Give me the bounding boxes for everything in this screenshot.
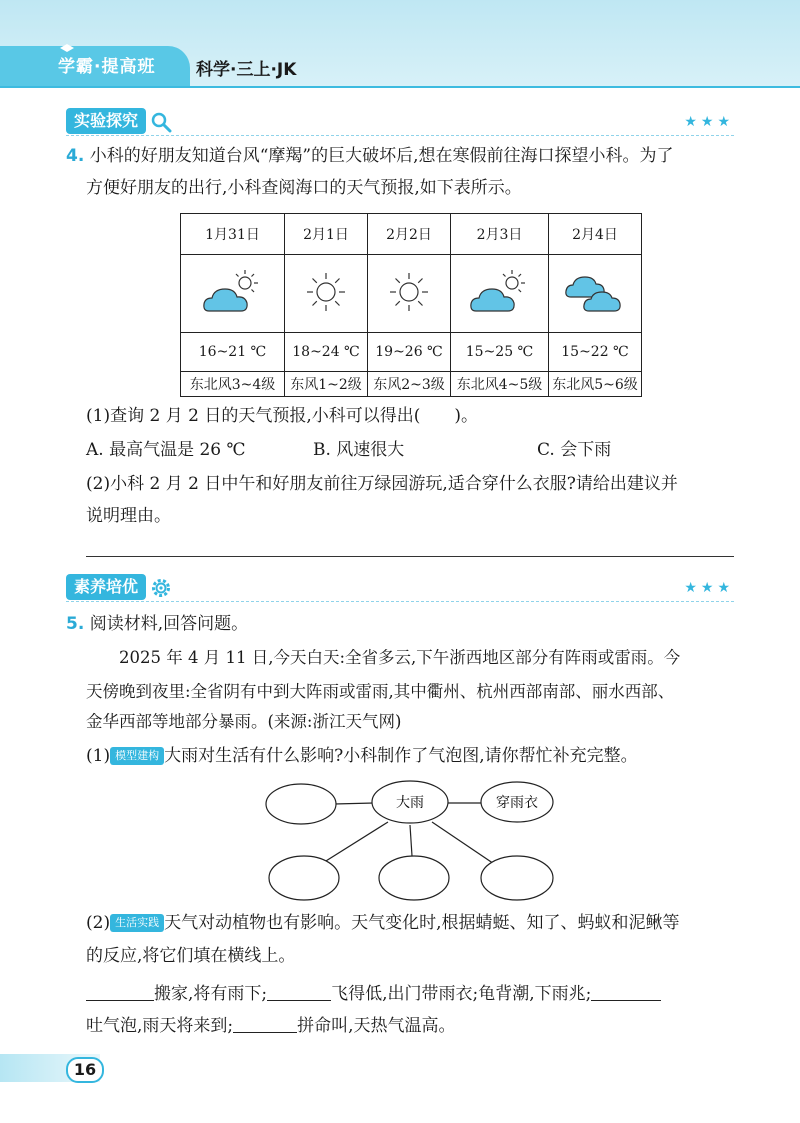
fill-blank[interactable] bbox=[591, 984, 661, 1001]
partly-cloudy-icon bbox=[468, 267, 532, 317]
sub-text: 天气对动植物也有影响。天气变化时,根据蜻蜓、知了、蚂蚁和泥鳅等 bbox=[164, 913, 680, 933]
icon-cell bbox=[285, 255, 368, 333]
fill-text: 吐气泡,雨天将来到; bbox=[86, 1016, 234, 1036]
section-title: 实验探究 bbox=[66, 108, 146, 134]
date-cell: 2月4日 bbox=[549, 214, 642, 255]
answer-line[interactable] bbox=[86, 556, 734, 557]
temp-cell: 18~24 ℃ bbox=[285, 333, 368, 372]
fill-blank[interactable] bbox=[86, 984, 154, 1001]
icon-cell bbox=[451, 255, 549, 333]
table-row-icons bbox=[181, 255, 642, 333]
cloudy-icon bbox=[563, 267, 627, 317]
fill-blank[interactable] bbox=[233, 1016, 297, 1033]
sub-question-1: (1)查询 2 月 2 日的天气预报,小科可以得出( )。 bbox=[86, 406, 478, 426]
fill-line-1 bbox=[86, 984, 661, 1004]
question-number: 5. bbox=[66, 614, 85, 634]
model-building-badge: 模型建构 bbox=[110, 747, 164, 765]
brand-title: 学霸·提高班 bbox=[58, 57, 156, 77]
date-cell: 2月3日 bbox=[451, 214, 549, 255]
temp-cell: 16~21 ℃ bbox=[181, 333, 285, 372]
weather-forecast-table bbox=[180, 213, 642, 397]
known-bubble-label: 穿雨衣 bbox=[496, 795, 538, 811]
sub-number: (2) bbox=[86, 913, 111, 933]
wind-cell: 东风1~2级 bbox=[285, 372, 368, 397]
fill-text: 飞得低,出门带雨衣;龟背潮,下雨兆; bbox=[331, 984, 592, 1004]
icon-cell bbox=[549, 255, 642, 333]
sunny-icon bbox=[384, 267, 434, 317]
life-practice-badge: 生活实践 bbox=[110, 914, 164, 932]
page-number: 16 bbox=[66, 1057, 104, 1083]
sub-question-5-2-line2: 的反应,将它们填在横线上。 bbox=[86, 946, 296, 966]
question-4-line2: 方便好朋友的出行,小科查阅海口的天气预报,如下表所示。 bbox=[86, 178, 522, 198]
sub-question-5-1 bbox=[86, 746, 638, 766]
date-cell: 2月1日 bbox=[285, 214, 368, 255]
sub-number: (1) bbox=[86, 746, 111, 766]
question-number: 4. bbox=[66, 146, 85, 166]
temp-cell: 15~25 ℃ bbox=[451, 333, 549, 372]
temp-cell: 19~26 ℃ bbox=[368, 333, 451, 372]
section-divider bbox=[66, 601, 734, 602]
difficulty-stars: ★★★ bbox=[684, 580, 734, 596]
sub-question-2-line2: 说明理由。 bbox=[86, 506, 171, 526]
sub-question-5-2 bbox=[86, 913, 680, 933]
option-b[interactable]: B. 风速很大 bbox=[313, 440, 405, 460]
sunny-icon bbox=[301, 267, 351, 317]
material-line3: 金华西部等地部分暴雨。(来源:浙江天气网) bbox=[86, 712, 402, 731]
date-cell: 2月2日 bbox=[368, 214, 451, 255]
empty-bubble[interactable] bbox=[481, 856, 553, 900]
wind-cell: 东风2~3级 bbox=[368, 372, 451, 397]
fill-blank[interactable] bbox=[267, 984, 331, 1001]
section-title: 素养培优 bbox=[66, 574, 146, 600]
fill-text: 拼命叫,天热气温高。 bbox=[297, 1016, 456, 1036]
bubble-connector bbox=[410, 825, 412, 856]
section-divider bbox=[66, 135, 734, 136]
temp-cell: 15~22 ℃ bbox=[549, 333, 642, 372]
center-bubble-label: 大雨 bbox=[396, 795, 424, 811]
question-5-line bbox=[66, 614, 248, 634]
sub-text: 大雨对生活有什么影响?小科制作了气泡图,请你帮忙补充完整。 bbox=[164, 746, 638, 766]
bubble-map bbox=[262, 778, 562, 904]
table-row-temps bbox=[181, 333, 642, 372]
icon-cell bbox=[368, 255, 451, 333]
empty-bubble[interactable] bbox=[379, 856, 449, 900]
question-text: 小科的好朋友知道台风“摩羯”的巨大破坏后,想在寒假前往海口探望小科。为了 bbox=[89, 146, 674, 166]
sub-question-2-line1: (2)小科 2 月 2 日中午和好朋友前往万绿园游玩,适合穿什么衣服?请给出建议并 bbox=[86, 474, 678, 494]
material-line2: 天傍晚到夜里:全省阴有中到大阵雨或雷雨,其中衢州、杭州西部南部、丽水西部、 bbox=[86, 682, 675, 701]
partly-cloudy-icon bbox=[201, 267, 265, 317]
question-text: 阅读材料,回答问题。 bbox=[89, 614, 249, 634]
fill-text: 搬家,将有雨下; bbox=[154, 984, 268, 1004]
wind-cell: 东北风3~4级 bbox=[181, 372, 285, 397]
wind-cell: 东北风4~5级 bbox=[451, 372, 549, 397]
empty-bubble[interactable] bbox=[266, 784, 336, 824]
gear-icon bbox=[150, 577, 172, 599]
table-row-winds bbox=[181, 372, 642, 397]
date-cell: 1月31日 bbox=[181, 214, 285, 255]
header-rule bbox=[0, 86, 800, 88]
option-c[interactable]: C. 会下雨 bbox=[537, 440, 612, 460]
wind-cell: 东北风5~6级 bbox=[549, 372, 642, 397]
option-a[interactable]: A. 最高气温是 26 ℃ bbox=[86, 440, 246, 460]
fill-line-2 bbox=[86, 1016, 456, 1036]
magnifier-icon bbox=[150, 111, 172, 133]
bubble-connector bbox=[334, 803, 374, 804]
table-row-dates bbox=[181, 214, 642, 255]
subject-label: 科学·三上·JK bbox=[196, 60, 297, 80]
material-line1: 2025 年 4 月 11 日,今天白天:全省多云,下午浙西地区部分有阵雨或雷雨。今 bbox=[119, 648, 681, 667]
icon-cell bbox=[181, 255, 285, 333]
difficulty-stars: ★★★ bbox=[684, 114, 734, 130]
empty-bubble[interactable] bbox=[269, 856, 339, 900]
question-4-line1 bbox=[66, 146, 674, 166]
